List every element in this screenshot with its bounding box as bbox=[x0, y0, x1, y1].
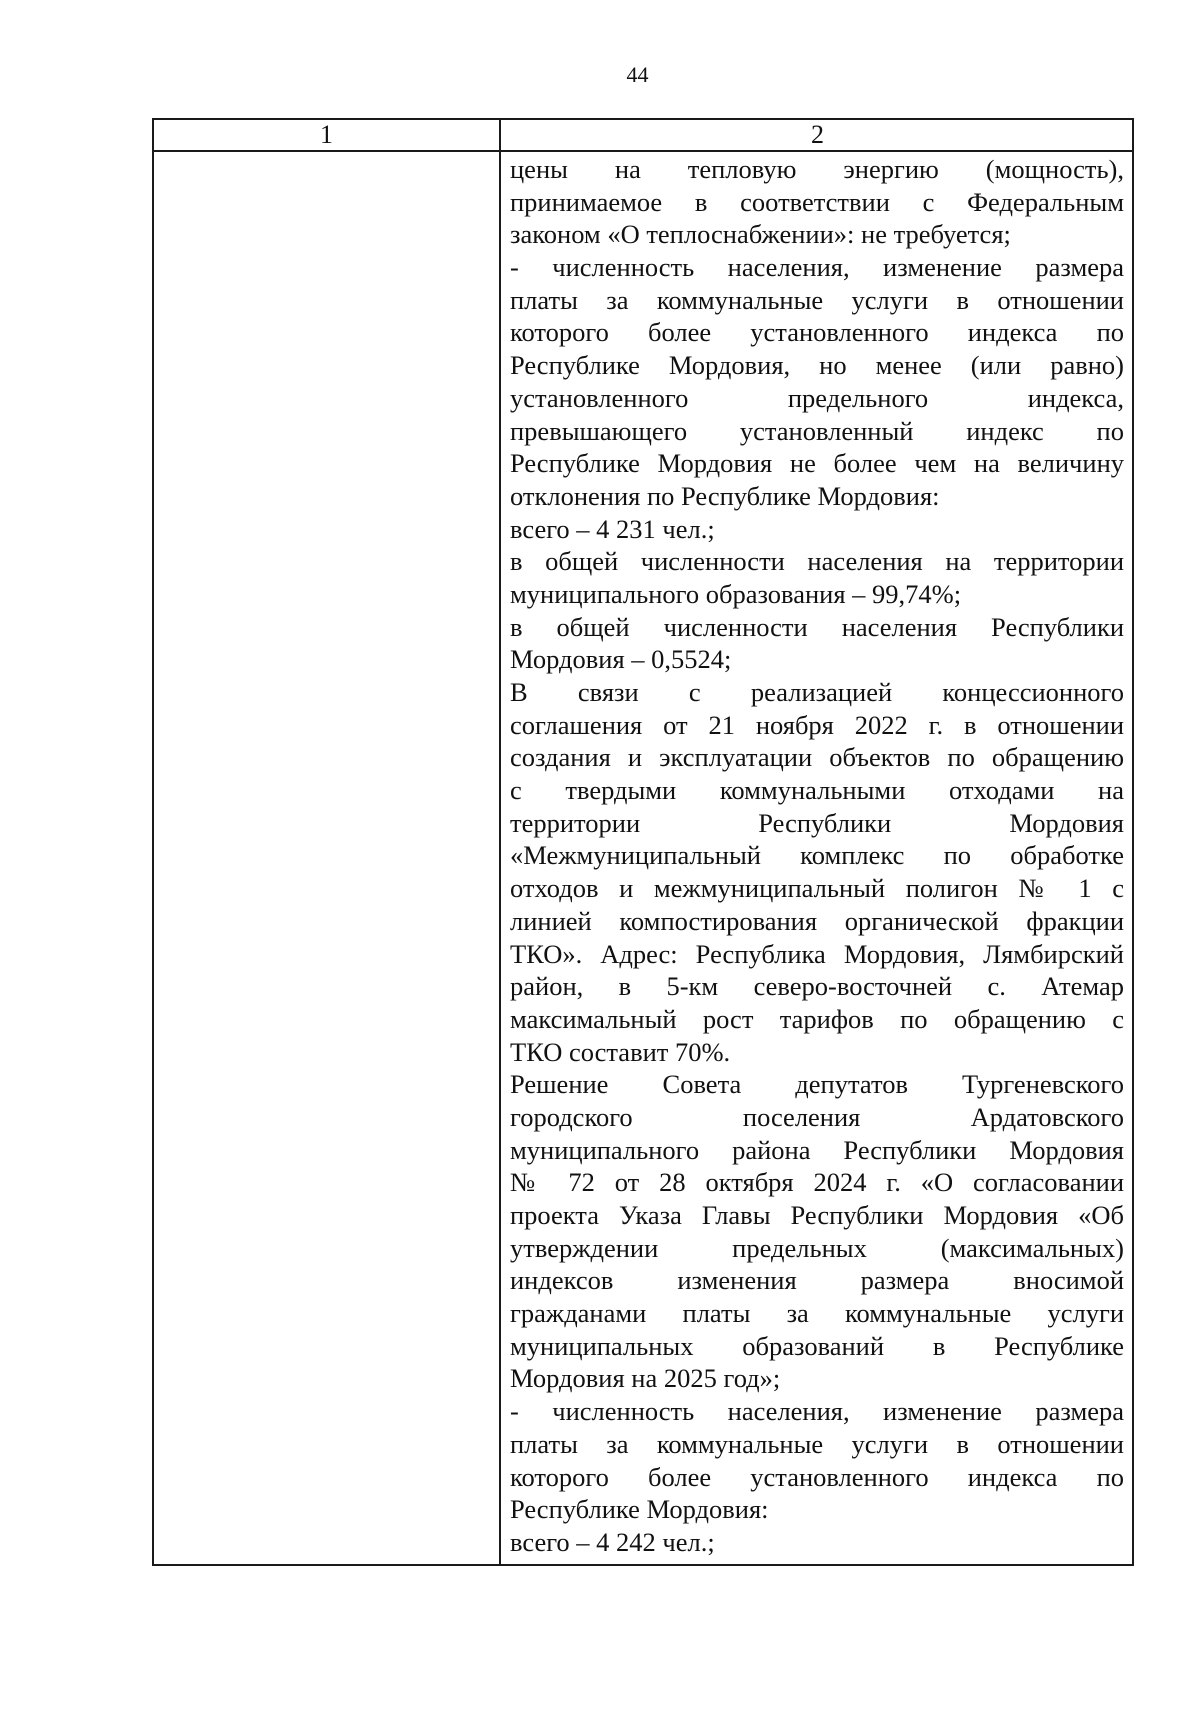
text-line: проекта Указа Главы Республики Мордовия «Об bbox=[510, 1200, 1124, 1230]
text-line: Решение Совета депутатов Тургеневского bbox=[510, 1069, 1124, 1100]
text-line: территории Республики Мордовия bbox=[510, 807, 1124, 838]
text-line: законом «О теплоснабжении»: не требуется; bbox=[510, 219, 1011, 250]
text-line: принимаемое в соответствии с Федеральным bbox=[510, 186, 1124, 217]
text-line: всего – 4 242 чел.; bbox=[510, 1526, 715, 1557]
text-line: Республике Мордовия, но менее (или равно) bbox=[510, 350, 1124, 381]
text-line: установленного предельного индекса, bbox=[510, 382, 1124, 413]
text-line: которого более установленного индекса по bbox=[510, 317, 1124, 348]
text-line: городского поселения Ардатовского bbox=[510, 1101, 1124, 1132]
page-number: 44 bbox=[626, 62, 649, 87]
text-line: ТКО составит 70%. bbox=[510, 1036, 731, 1067]
document-table bbox=[152, 118, 1134, 1566]
text-line: линией компостирования органической фракции bbox=[510, 905, 1124, 936]
text-line: утверждении предельных (максимальных) bbox=[510, 1232, 1124, 1263]
text-line: с твердыми коммунальными отходами на bbox=[510, 775, 1124, 806]
column-header-1: 1 bbox=[320, 120, 333, 149]
text-line: платы за коммунальные услуги в отношении bbox=[510, 1428, 1124, 1459]
text-line: № 72 от 28 октября 2024 г. «О согласовании bbox=[510, 1167, 1124, 1198]
text-line: соглашения от 21 ноября 2022 г. в отношении bbox=[510, 709, 1124, 740]
text-line: район, в 5-км северо-восточней с. Атемар bbox=[510, 971, 1124, 1002]
text-line: ТКО». Адрес: Республика Мордовия, Лямбирский bbox=[510, 938, 1124, 969]
text-line: всего – 4 231 чел.; bbox=[510, 513, 715, 544]
text-line: отклонения по Республике Мордовия: bbox=[510, 480, 940, 511]
text-line: превышающего установленный индекс по bbox=[510, 415, 1124, 446]
text-line: Мордовия – 0,5524; bbox=[510, 644, 732, 675]
text-line: муниципального образования – 99,74%; bbox=[510, 578, 962, 609]
text-line: Мордовия на 2025 год»; bbox=[510, 1363, 781, 1394]
column-header-2: 2 bbox=[811, 120, 824, 149]
text-line: цены на тепловую энергию (мощность), bbox=[510, 154, 1124, 184]
text-line: Республике Мордовия: bbox=[510, 1494, 769, 1525]
column-divider bbox=[499, 120, 501, 1564]
text-line: - численность населения, изменение размера bbox=[510, 252, 1124, 283]
text-line: в общей численности населения на территории bbox=[510, 546, 1124, 577]
text-line: муниципального района Республики Мордовия bbox=[510, 1134, 1124, 1165]
text-line: - численность населения, изменение размера bbox=[510, 1396, 1124, 1427]
table-header-row bbox=[154, 120, 1132, 152]
text-line: муниципальных образований в Республике bbox=[510, 1330, 1124, 1361]
text-line: отходов и межмуниципальный полигон № 1 с bbox=[510, 873, 1124, 904]
text-line: в общей численности населения Республики bbox=[510, 611, 1124, 642]
text-line: максимальный рост тарифов по обращению с bbox=[510, 1003, 1124, 1034]
text-line: платы за коммунальные услуги в отношении bbox=[510, 284, 1124, 315]
text-line: «Межмуниципальный комплекс по обработке bbox=[510, 840, 1124, 871]
table-cell-column-1 bbox=[154, 152, 499, 1564]
text-line: гражданами платы за коммунальные услуги bbox=[510, 1298, 1124, 1329]
text-line: которого более установленного индекса по bbox=[510, 1461, 1124, 1492]
text-line: Республике Мордовия не более чем на величину bbox=[510, 448, 1124, 479]
text-line: индексов изменения размера вносимой bbox=[510, 1265, 1124, 1296]
text-line: создания и эксплуатации объектов по обращению bbox=[510, 742, 1124, 773]
text-line: В связи с реализацией концессионного bbox=[510, 677, 1124, 707]
table-cell-column-2 bbox=[510, 153, 1124, 1564]
